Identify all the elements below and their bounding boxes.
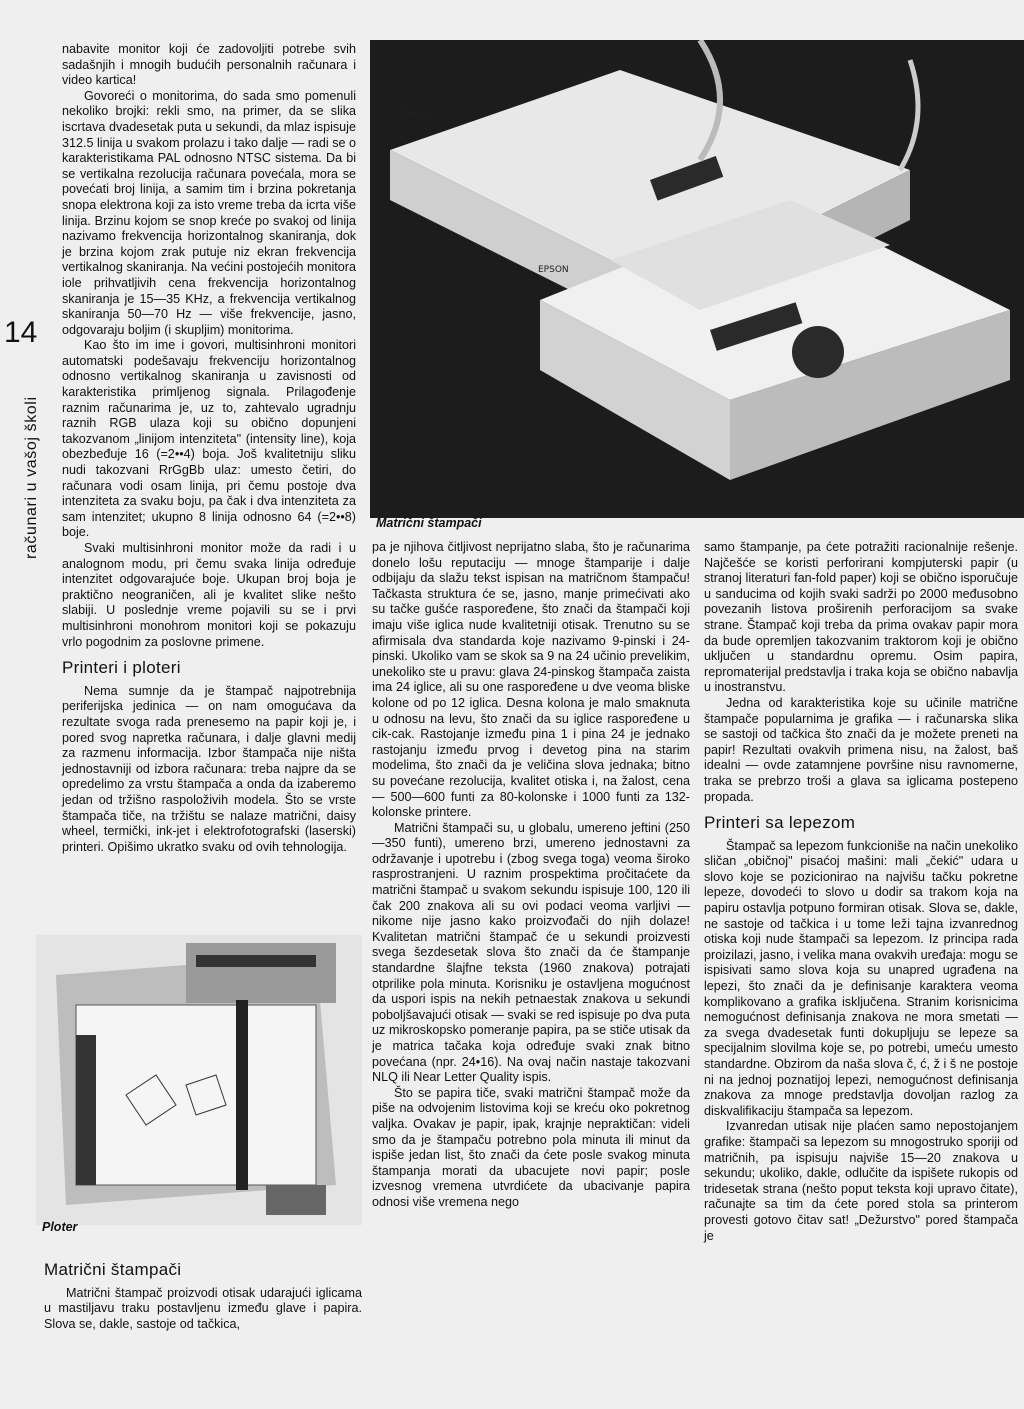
paragraph: Matrični štampači su, u globalu, umereno jeftini (250—350 funti), umereno brzi, umereno jednostavni za održavanje i upotrebu i (zbog svega toga) veoma široko rasprostranjeni. U raznim prospektima pročitaćete da matrični štampač u svakom sekundu ispisuje 100, 120 ili čak 200 znakova ali su ovi podaci veoma varljivi — nikome nije jasno kako proizvođači do njih dolaze! Kvalitetan matrični štampač će u sekundi proizvesti svega šezdesetak slova što znači da će štampanje standardne šlajfne teksta (1960 znakova) potrajati otprilike pola minuta. Korisniku je ostavljena mogućnost da uspori ispis na nekih petnaestak znakova u sekundi poboljšavajući otisak — svaki se red ispisuje po dva puta uz mikroskopsko pomeranje papira, pa se stiče utisak da je matrica tačaka koja određuje svaki znak bitno povećana (npr. 24•16). Na ovaj način nastaje takozvani NLQ ili Near Letter Quality ispis. [372,820,690,1085]
column-1-top [62,42,356,855]
paragraph: pa je njihova čitljivost neprijatno slaba, što je računarima donelo lošu reputaciju — mnoge štamparije i dalje odbijaju da slažu tekst ispisan na matričnom štampaču! Tačkasta struktura će se, jasno, manje primećivati ako su tačke gušće raspoređene, što znači da štampači koji imaju više iglica nude kvalitetniji otisak. Trenutno su se afirmisala dva standarda koje nazivamo 9-pinski i 24-pinski. Ukoliko vam se skok sa 9 na 24 učinio prevelikim, unekoliko ste u pravu: glava 24-pinskog štampača zaista ima 24 iglice, ali su one raspoređene u dve veoma bliske kolone od po 12 iglica. Desna kolona je malo smaknuta u odnosu na levu, što znači da su iglice raspoređene u cik-cak. Rastojanje između pina 1 i pina 24 je jednako rastojanju između prvog i devetog pina na starim modelima, što znači da je veličina slova jednaka; bitno su povećane rezolucija, kvalitet otiska i, na žalost, cena — 500—600 funti za 80-kolonske i 1000 funti za 132-kolonske printere. [372,540,690,820]
brand-label-bottom: EPSON [538,265,569,275]
paragraph: Što se papira tiče, svaki matrični štampač može da piše na odvojenim listovima koji se kreću oko pokretnog valjka. Ovakav je papir, ipak, krajnje nepraktičan: videli smo da je štampaču potrebno pola minuta ili minut da ispiše jedan list, što znači da ćete posle svakog minuta štampanja morati da ubacujete novi papir; posle izvesnog vremena utvrdićete da ubacivanje papira odnosi više vremena nego [372,1085,690,1209]
column-3 [704,540,1018,1244]
paragraph: Svaki multisinhroni monitor može da radi i u analognom modu, pri čemu svaka linija određuje intenzitet odgovarajuće boje. Ukupan broj boja je praktično neograničen, ali je kvalitet slike nešto slabiji. U poslednje vreme pojavili su se i prvi multisinhroni monohrom monitori koji se pokazuju vrlo pogodnim za poslovne primene. [62,541,356,649]
paragraph: Nema sumnje da je štampač najpotrebnija periferijska jedinica — on nam omogućava da rezultate svoga rada prenesemo na papir koji je, i pored svog napretka računara, i dalje glavni medij za razmenu informacija. Izbor štampača nije ništa jednostavniji od izbora računara: treba najpre da se opredelimo za vrstu štampača a onda da izaberemo jedan od tržišno raspoloživih modela. Što se vrste štampača tiče, na tržištu se nalaze matrični, daisy wheel, termički, ink-jet i elektrofotografski (laserski) printeri. Opišimo ukratko svaku od ovih tehnologija. [62,683,356,854]
paragraph: Kao što im ime i govori, multisinhroni monitori automatski podešavaju frekvenciju horizontalnog odnosno vertikalnog skaniranja u zavisnosti od karakteristika primljenog signala. Prilagođenje raznim računarima je, uz to, zahtevalo ugradnju raznih RGB ulaza koji su obično dopunjeni takozvanom „linijom intenziteta" (intensity line), koja obezbeđuje 16 (=2••4) boja. Još kvalitetniju sliku nudi takozvani RrGgBb ulaz: umesto četiri, do računara vodi osam linija, pri čemu postoje dva intenziteta za svaku boju, pa čak i dva intenziteta za sam intenzitet; ukupno 8 linija odnosno 64 (=2••8) boje. [62,338,356,540]
section-heading: Printeri i ploteri [62,658,181,678]
section-title-vertical: računari u vašoj školi [23,396,40,559]
section-heading: Matrični štampači [44,1260,182,1279]
section-heading: Printeri sa lepezom [704,813,856,833]
paragraph: samo štampanje, pa ćete potražiti racionalnije rešenje. Najčešće se koristi perforirani kompjuterski papir (u stranoj literaturi fan-fold paper) koji se obično isporučuje u sanducima od kojih svaki sadrži po 2000 međusobno povezanih listova proširenih perforacijom sa svake strane. Štampač koji treba da prima ovakav papir mora da bude opremljen takozvanim traktorom koji je obično uključen u standardnu opremu. Osim papira, repromaterijal predstavlja i traka koja se obično nabavlja u inostranstvu. [704,540,1018,695]
paragraph: Štampač sa lepezom funkcioniše na način unekoliko sličan „običnoj" pisaćoj mašini: mali „čekić" udara u slovo koje se pozicionirao na najvišu tačku pokretne lepeze, dovodeći to slovo u dodir sa trakom koja na papiru ostavlja potpuno formiran otisak. Slova se, dakle, ne sastoje od tačkica i u tome leži tajna izvanrednog otiska koji nude štampači sa lepezom. Iz principa rada proizilazi, jasno, i velika mana ovakvih uređaja: mogu se ispisivati samo slova koja su unapred ugrađena na lepezi, što znači da je definisanje karaktera veoma komplikovano a grafika isključena. Stranim korisnicima nemogućnost definisanja znakova ne mora smetati — za svega dvadesetak funti dokupljuju se lepeze sa specijalnim slovilma koje se, po potrebi, umeću umesto standardne. Obzirom da naša slova č, ć, ž i š ne postoje ni na jednoj poznatijoj lepezi, nemogućnost definisanja znakova za mnoge predstavlja dovoljan razlog za diskvalifikaciju štampača sa lepezom. [704,838,1018,1118]
matrix-printers-photo [370,40,1024,518]
caption-matrix-printers: Matrični štampači [376,516,482,530]
page-number: 14 [4,316,38,349]
paragraph: Jedna od karakteristika koje su učinile matrične štampače popularnima je grafika — i računarska slika se sastoji od tačkica što znači da je možete preneti na papir! Rezultati ovakvih primena nisu, na žalost, baš idealni — ovde zatamnjene površine nisu ravnomerne, traka se prebrzo troši a glava sa iglicama postepeno propada. [704,695,1018,804]
column-2 [372,540,690,1211]
column-1-bottom [44,1262,362,1332]
paragraph: Matrični štampač proizvodi otisak udarajući iglicama u mastiljavu traku postavljenu između glave i papira. Slova se, dakle, sastoje od tačkica, [44,1285,362,1331]
paragraph: Izvanredan utisak nije plaćen samo nepostojanjem grafike: štampači sa lepezom su mnogostruko sporiji od matričnih, pa ispisuju najviše 15—20 znakova u sekundu; ukoliko, dakle, odlučite da ispišete rukopis od tridesetak strana (nešto poput teksta koji upravo čitate), računajte sa tim da ćete pored stola sa printerom provesti gotovo čitav sat! „Dežurstvo" pored štampača je [704,1119,1018,1243]
caption-plotter: Ploter [42,1220,78,1234]
plotter-photo [36,935,362,1225]
brand-label-top: EPSON [400,111,431,121]
paragraph: nabavite monitor koji će zadovoljiti potrebe svih sadašnjih i mnogih budućih personalnih računara i video kartica! [62,42,356,88]
paragraph: Govoreći o monitorima, do sada smo pomenuli nekoliko brojki: rekli smo, na primer, da se slika iscrtava dvadesetak puta u sekundi, da mlaz ispisuje 312.5 linija u svakom prolazu i tako dalje — radi se o karakteristikama PAL odnosno NTSC sistema. Da bi se vertikalna rezolucija računara povećala, mora se povećati broj linija, a samim tim i brzina pokretanja snopa elektrona koji za isto vreme treba da icrta više linija. Brzinu kojom se snop kreće po svakoj od linija nazivamo frekvencija horizontalnog skaniranja, dok je brzina kojom zrak putuje niz ekran frekvencija vertikalnog skaniranja. Na većini postojećih monitora iole prihvatljivih cena frekvencija horizontalnog skaniranja je 15—35 KHz, a frekvencija vertikalnog skaniranja 50—70 Hz — više frekvencije, jasno, odgovaraju boljim (i skupljim) monitorima. [62,88,357,337]
